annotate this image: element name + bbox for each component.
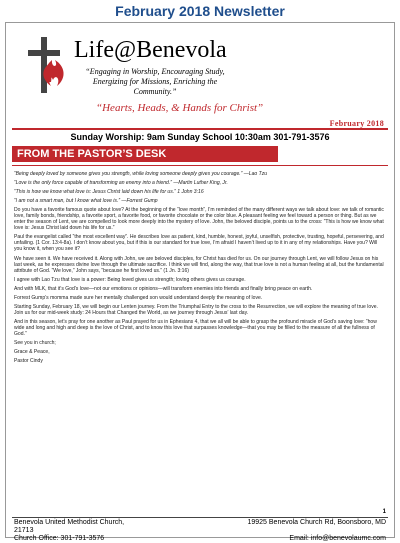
paragraph: And with MLK, that it’s God’s love—not our emotions or opinions—will transform enemies into friends and finally bring peace on earth. [14, 285, 313, 292]
page-number: 1 [382, 509, 386, 515]
quote-mlk: “Love is the only force capable of transforming an enemy into a friend.” —Martin Luther King, Jr. [14, 180, 228, 187]
newsletter-page [5, 22, 395, 542]
footer-divider [12, 517, 388, 518]
paragraph: We have seen it. We have received it. Along with John, we are beloved disciples, for Christ has died for us. On our journey through Lent, we will follow Jesus on his last week, as he expresses divine love through the ultimate sacrifice. I think we will find, along the way, that true love is not a human feeling at all, but the fundamental attribute of God. “We love,” John says, “because he first loved us.” (1 Jn. 3:16) [14, 255, 384, 274]
quote-1-john: “This is how we know what love is: Jesus Christ laid down his life for us.” 1 John 3:16 [14, 189, 204, 196]
signature: Pastor Cindy [14, 358, 43, 365]
sign-off: See you in church; [14, 340, 56, 347]
pastor-letter [14, 171, 386, 367]
page-title: February 2018 Newsletter [115, 3, 285, 19]
quote-lao-tzu: “Being deeply loved by someone gives you strength, while loving someone deeply gives you courage.” —Lao Tzu [14, 171, 268, 177]
church-email: Email: info@benevolaumc.com [289, 535, 386, 542]
church-zip: 21713 [14, 527, 34, 534]
paragraph: Paul the evangelist called “the most excellent way”. He describes love as patient, kind, humble, honest, joyful, unselfish, protective, trusting, hopeful, persevering, and unfailing. (1 Cor. 13:4-8a). I don’t know about you, but if this is our standard for true love, I’m afraid I haven’t lived up to it in any of my relationships. Have you? Will you know it, when you see it? [14, 234, 384, 253]
cross-and-flame-logo-icon [25, 36, 71, 94]
paragraph: Do you have a favorite famous quote about love? At the beginning of the “love month”, I’m reminded of the many different ways we talk about love: we talk of romantic love, family bonds, friendship, a favorite sport, a favorite food, or favorite chocolate or the color blue. A pleasant feeling we feel toward a person or thing. But as we enter the season of Lent, we are compelled to look more deeply into the mystery of love. John, the beloved disciple, points us to the cross: “This is how we know what love is: Jesus Christ laid down his life for us.” [14, 207, 384, 232]
quote-forrest-gump: “I am not a smart man, but I know what love is.” —Forrest Gump [14, 198, 158, 205]
masthead-title: Life@Benevola [74, 37, 227, 63]
church-office-phone: Church Office: 301-791-3576 [14, 535, 105, 542]
header-divider [12, 128, 388, 130]
paragraph: And in this season, let’s pray for one another as Paul prayed for us in Ephesians 4, that we all will be able to grasp the profound miracle of God’s saving love: “how wide and long and high and deep is the love of Christ, and to know this love that surpasses knowledge—that you may be filled to the measure of all the fullness of God.” [14, 318, 377, 337]
paragraph: Forrest Gump’s momma made sure her mentally challenged son would understand deeply the meaning of love. [14, 294, 263, 301]
church-name: Benevola United Methodist Church, [14, 519, 125, 526]
section-divider [12, 165, 388, 166]
paragraph: Starting Sunday, February 18, we will begin our Lenten journey. From the Triumphal Entry to the cross to the Resurrection, we will explore the meaning of true love. Join us for our mid-week study: 24 Hours that Changed the World, as we journey through Jesus’ last day. [14, 303, 378, 316]
church-address: 19925 Benevola Church Rd, Boonsboro, MD [247, 519, 386, 526]
issue-date: February 2018 [329, 119, 384, 128]
paragraph: I agree with Lao Tzu that love is a power: Being loved gives us strength; loving others gives us courage. [14, 276, 246, 283]
sign-off: Grace & Peace, [14, 349, 50, 356]
section-heading: FROM THE PASTOR’S DESK [12, 146, 278, 162]
masthead-motto: “Hearts, Heads, & Hands for Christ” [96, 102, 264, 114]
worship-times: Sunday Worship: 9am Sunday School 10:30am 301-791-3576 [70, 132, 330, 142]
masthead-tagline: “Engaging in Worship, Encouraging Study, Energizing for Missions, Enriching the Community.” [85, 67, 225, 96]
